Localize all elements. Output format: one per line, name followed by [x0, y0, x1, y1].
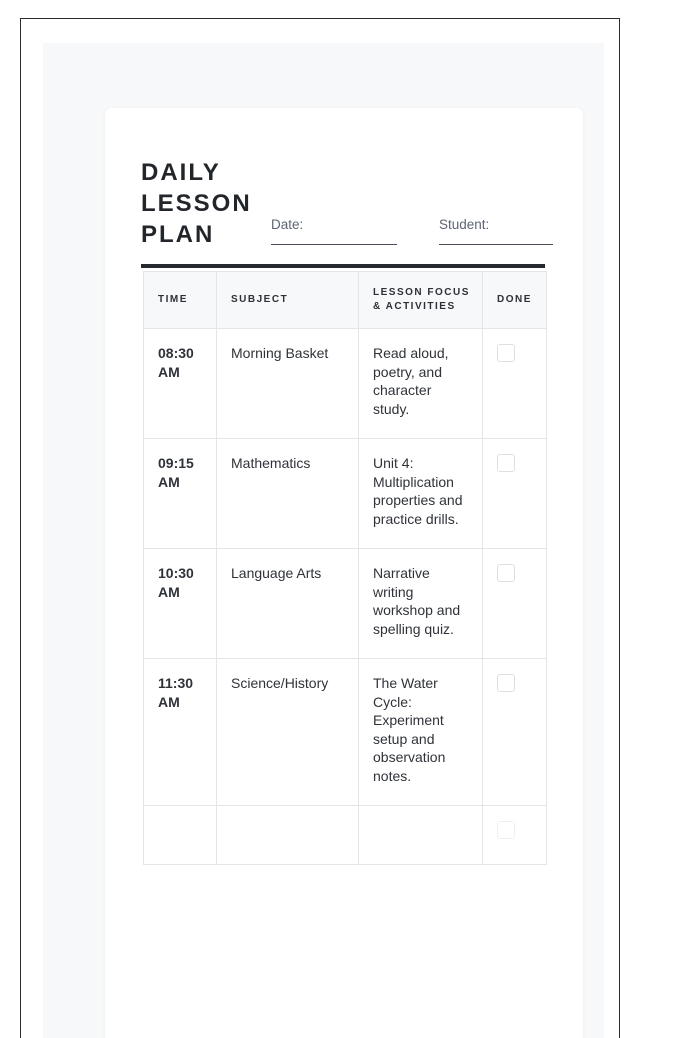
meta-fields [271, 215, 553, 250]
column-header-focus: LESSON FOCUS & ACTIVITIES [359, 272, 483, 329]
cell-focus [359, 806, 483, 865]
done-checkbox[interactable] [497, 674, 515, 692]
cell-subject [217, 806, 359, 865]
table-row [144, 659, 547, 806]
cell-focus: Narrative writing workshop and spelling quiz. [359, 549, 483, 659]
cell-time: 09:15 AM [144, 439, 217, 549]
title-divider-rule [141, 264, 545, 268]
date-label: Date: [271, 217, 304, 232]
column-header-done: DONE [483, 272, 547, 329]
done-checkbox[interactable] [497, 344, 515, 362]
cell-done [483, 806, 547, 865]
date-write-in-line[interactable] [271, 244, 397, 245]
cell-done [483, 659, 547, 806]
table-row [144, 806, 547, 865]
cell-subject: Language Arts [217, 549, 359, 659]
cell-subject: Mathematics [217, 439, 359, 549]
cell-time: 11:30 AM [144, 659, 217, 806]
cell-time: 10:30 AM [144, 549, 217, 659]
table-row [144, 329, 547, 439]
schedule-table-head [144, 272, 547, 329]
cell-time: 08:30 AM [144, 329, 217, 439]
table-row [144, 439, 547, 549]
lesson-plan-card [105, 108, 583, 1038]
document-frame [20, 18, 620, 1038]
table-row [144, 549, 547, 659]
student-write-in-line[interactable] [439, 244, 553, 245]
cell-subject: Science/History [217, 659, 359, 806]
schedule-table-body [144, 329, 547, 865]
date-field[interactable] [271, 215, 397, 245]
page-title-line-1: DAILY [141, 159, 221, 186]
page-title [141, 157, 271, 250]
student-field[interactable] [439, 215, 553, 245]
cell-done [483, 549, 547, 659]
cell-time [144, 806, 217, 865]
page-title-line-3: PLAN [141, 221, 215, 248]
cell-done [483, 439, 547, 549]
done-checkbox[interactable] [497, 564, 515, 582]
page-title-line-2: LESSON [141, 190, 252, 217]
column-header-time: TIME [144, 272, 217, 329]
student-label: Student: [439, 217, 490, 232]
column-header-subject: SUBJECT [217, 272, 359, 329]
bottom-fade-overlay [105, 883, 583, 943]
cell-focus: Unit 4: Multiplication properties and practice drills. [359, 439, 483, 549]
cell-done [483, 329, 547, 439]
cell-focus: Read aloud, poetry, and character study. [359, 329, 483, 439]
page-sheet [43, 43, 604, 1038]
done-checkbox[interactable] [497, 454, 515, 472]
cell-focus: The Water Cycle: Experiment setup and observation notes. [359, 659, 483, 806]
title-row [141, 157, 547, 250]
cell-subject: Morning Basket [217, 329, 359, 439]
schedule-table [143, 271, 547, 865]
plan-header [141, 157, 547, 268]
done-checkbox[interactable] [497, 821, 515, 839]
table-header-row [144, 272, 547, 329]
